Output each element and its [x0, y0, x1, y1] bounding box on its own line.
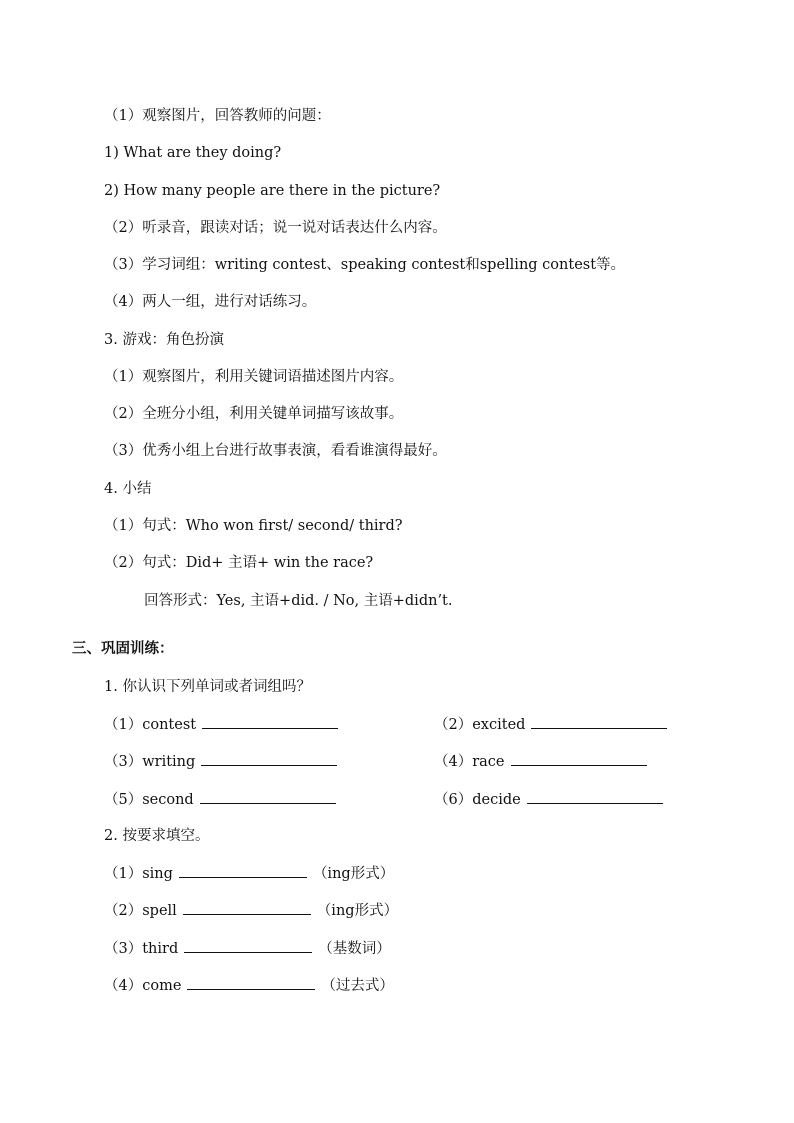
- fill-prefix: （2）spell: [104, 903, 177, 919]
- fill-hint: （过去式）: [321, 978, 394, 994]
- vocab-label: （1）contest: [104, 717, 197, 733]
- vocab-label: （2）excited: [434, 717, 526, 733]
- vocab-item: [104, 789, 342, 810]
- activity-item-2: （2）听录音，跟读对话；说一说对话表达什么内容。: [104, 220, 447, 236]
- summary-heading: 4. 小结: [104, 481, 152, 497]
- answer-blank[interactable]: [527, 789, 663, 804]
- fill-hint: （基数词）: [318, 941, 391, 957]
- answer-blank[interactable]: [531, 714, 667, 729]
- game-heading: 3. 游戏：角色扮演: [104, 332, 224, 348]
- answer-blank[interactable]: [511, 751, 647, 766]
- vocab-label: （6）decide: [434, 792, 521, 808]
- vocab-item: [104, 714, 344, 735]
- fill-prefix: （4）come: [104, 978, 182, 994]
- vocab-item: [104, 751, 343, 772]
- summary-item-1: （1）句式：Who won first/ second/ third?: [104, 518, 403, 534]
- answer-blank[interactable]: [201, 751, 337, 766]
- vocab-label: （5）second: [104, 792, 194, 808]
- answer-blank[interactable]: [200, 789, 336, 804]
- summary-answer: 回答形式：Yes, 主语+did. / No, 主语+didn’t.: [144, 593, 453, 609]
- answer-blank[interactable]: [202, 714, 338, 729]
- practice-heading: 三、巩固训练：: [72, 640, 174, 657]
- vocab-item: [434, 751, 653, 772]
- answer-blank[interactable]: [183, 900, 311, 915]
- activity-item-3: （3）学习词组：writing contest、speaking contest和spelling contest等。: [104, 257, 626, 273]
- fill-item: [104, 900, 398, 921]
- answer-blank[interactable]: [187, 975, 315, 990]
- game-item-1: （1）观察图片，利用关键词语描述图片内容。: [104, 369, 404, 385]
- fill-prefix: （1）sing: [104, 866, 173, 882]
- question-1: 1) What are they doing?: [104, 145, 282, 161]
- answer-blank[interactable]: [184, 938, 312, 953]
- fill-item: [104, 975, 394, 996]
- game-item-3: （3）优秀小组上台进行故事表演，看看谁演得最好。: [104, 443, 447, 459]
- vocab-label: （3）writing: [104, 754, 196, 770]
- question-2: 2) How many people are there in the picture?: [104, 183, 441, 199]
- fill-hint: （ing形式）: [316, 903, 399, 919]
- summary-item-2: （2）句式：Did+ 主语+ win the race?: [104, 555, 374, 571]
- activity-item-4: （4）两人一组，进行对话练习。: [104, 294, 317, 310]
- part1-heading: 1. 你认识下列单词或者词组吗？: [104, 679, 311, 695]
- vocab-item: [434, 714, 673, 735]
- fill-hint: （ing形式）: [312, 866, 395, 882]
- vocab-item: [434, 789, 669, 810]
- game-item-2: （2）全班分小组，利用关键单词描写该故事。: [104, 406, 404, 422]
- vocab-label: （4）race: [434, 754, 505, 770]
- fill-item: [104, 938, 391, 959]
- activity-item-1: （1）观察图片，回答教师的问题：: [104, 108, 331, 124]
- answer-blank[interactable]: [179, 863, 307, 878]
- fill-prefix: （3）third: [104, 941, 179, 957]
- fill-item: [104, 863, 394, 884]
- part2-heading: 2. 按要求填空。: [104, 828, 210, 844]
